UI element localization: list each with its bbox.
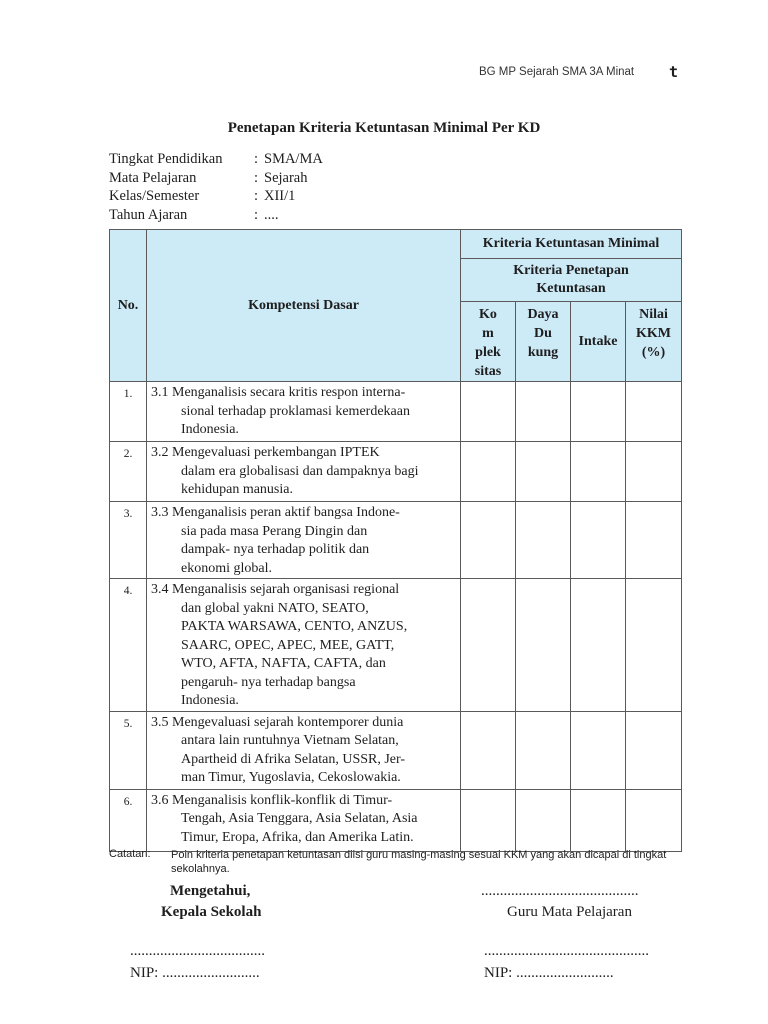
kompleksitas-cell[interactable] [461, 382, 516, 442]
kd-cell [147, 711, 461, 789]
kkm-table [109, 229, 682, 852]
signature-right-place: .......................................... [481, 883, 639, 899]
info-label: Kelas/Semester [109, 188, 200, 204]
signature-right-dots: ............................................ [484, 943, 649, 959]
header-line: (%) [641, 345, 666, 360]
kd-text: 3.6 Menganalisis konflik-konflik di Timur- [151, 792, 393, 808]
row-number: 1. [110, 382, 147, 442]
header-line: Kriteria Penetapan [513, 263, 629, 278]
header-daya-dukung [516, 302, 571, 382]
row-number: 5. [110, 711, 147, 789]
table-row [110, 711, 682, 789]
kd-text: dalam era globalisasi dan dampaknya bagi [181, 463, 419, 479]
info-separator: : [254, 207, 259, 223]
kd-cell [147, 442, 461, 502]
info-separator: : [254, 170, 259, 186]
header-nilai-kkm [626, 302, 682, 382]
signature-right-role: Guru Mata Pelajaran [507, 904, 632, 920]
kd-text: 3.2 Mengevaluasi perkembangan IPTEK [151, 445, 380, 460]
header-line: plek [475, 345, 501, 360]
kd-text: 3.5 Mengevaluasi sejarah kontemporer dunia [151, 714, 404, 730]
row-number: 3. [110, 502, 147, 579]
header-line: kung [527, 345, 559, 360]
daya-dukung-cell[interactable] [516, 502, 571, 579]
table-row [110, 579, 682, 712]
info-value: .... [264, 207, 279, 223]
header-kkm: Kriteria Ketuntasan Minimal [461, 230, 682, 259]
info-separator: : [254, 151, 259, 167]
header-no: No. [110, 230, 147, 382]
table-row [110, 789, 682, 851]
signature-right-nip: NIP: .......................... [484, 965, 614, 981]
header-intake: Intake [571, 302, 626, 382]
kompleksitas-cell[interactable] [461, 579, 516, 712]
kd-cell [147, 789, 461, 851]
header-line: Du [534, 326, 552, 341]
signature-left-role: Kepala Sekolah [161, 904, 262, 920]
info-label: Tingkat Pendidikan [109, 151, 223, 167]
kd-text: Apartheid di Afrika Selatan, USSR, Jer- [181, 751, 406, 767]
info-value: XII/1 [264, 188, 296, 204]
nilai-kkm-cell[interactable] [626, 382, 682, 442]
kd-text: sional terhadap proklamasi kemerdekaan [181, 403, 410, 419]
nilai-kkm-cell[interactable] [626, 502, 682, 579]
info-row-tingkat [109, 150, 323, 169]
kd-text: 3.3 Menganalisis peran aktif bangsa Indone- [151, 505, 400, 520]
row-number: 2. [110, 442, 147, 502]
intake-cell[interactable] [571, 502, 626, 579]
daya-dukung-cell[interactable] [516, 789, 571, 851]
nilai-kkm-cell[interactable] [626, 789, 682, 851]
kd-text: SAARC, OPEC, APEC, MEE, GATT, [181, 637, 395, 653]
intake-cell[interactable] [571, 711, 626, 789]
daya-dukung-cell[interactable] [516, 382, 571, 442]
table-row [110, 442, 682, 502]
header-line: Ko [479, 307, 497, 322]
kd-text: 3.1 Menganalisis secara kritis respon interna- [151, 385, 406, 400]
kd-text: Tengah, Asia Tenggara, Asia Selatan, Asia [181, 811, 418, 826]
intake-cell[interactable] [571, 442, 626, 502]
kd-text: 3.4 Menganalisis sejarah organisasi regional [151, 582, 400, 597]
kd-text: Indonesia. [181, 422, 239, 437]
header-line: sitas [474, 364, 502, 379]
header-mark: t [669, 63, 679, 81]
info-label: Mata Pelajaran [109, 170, 197, 186]
info-label: Tahun Ajaran [109, 207, 188, 223]
info-value: Sejarah [264, 170, 308, 186]
signature-left-dots: .................................... [130, 943, 265, 959]
kd-text: dan global yakni NATO, SEATO, [181, 600, 369, 616]
nilai-kkm-cell[interactable] [626, 442, 682, 502]
info-separator: : [254, 188, 259, 204]
nilai-kkm-cell[interactable] [626, 579, 682, 712]
kd-text: Indonesia. [181, 693, 239, 708]
header-line: Daya [527, 307, 559, 322]
header-line: m [482, 326, 494, 341]
kd-text: WTO, AFTA, NAFTA, CAFTA, dan [181, 656, 386, 671]
header-line: Ketuntasan [536, 281, 606, 296]
kompleksitas-cell[interactable] [461, 789, 516, 851]
header-kriteria-penetapan [461, 259, 682, 302]
daya-dukung-cell[interactable] [516, 579, 571, 712]
kd-cell [147, 579, 461, 712]
note-text: Poin kriteria penetapan ketuntasan diisi guru masing-masing sesuai KKM yang akan dicapai di tingkat sekolahnya. [171, 849, 667, 875]
header-line: Nilai [639, 307, 668, 322]
info-row-kelas [109, 187, 295, 206]
header-code: BG MP Sejarah SMA 3A Minat [479, 66, 635, 78]
intake-cell[interactable] [571, 579, 626, 712]
signature-left-title: Mengetahui, [170, 883, 251, 899]
signature-left-nip: NIP: .......................... [130, 965, 260, 981]
kd-text: Timur, Eropa, Afrika, dan Amerika Latin. [181, 829, 414, 845]
info-value: SMA/MA [264, 151, 323, 167]
kd-text: sia pada masa Perang Dingin dan [181, 523, 368, 539]
intake-cell[interactable] [571, 789, 626, 851]
kd-text: man Timur, Yugoslavia, Cekoslowakia. [181, 770, 401, 785]
note-label: Catatan: [109, 848, 151, 860]
header-line: KKM [636, 326, 672, 341]
daya-dukung-cell[interactable] [516, 442, 571, 502]
header-kompetensi-dasar: Kompetensi Dasar [147, 230, 461, 382]
info-row-tahun [109, 206, 279, 225]
intake-cell[interactable] [571, 382, 626, 442]
kd-text: antara lain runtuhnya Vietnam Selatan, [181, 733, 399, 748]
kd-text: dampak- nya terhadap politik dan [181, 542, 370, 557]
row-number: 4. [110, 579, 147, 712]
kd-text: pengaruh- nya terhadap bangsa [181, 674, 356, 690]
header-kompleksitas [461, 302, 516, 382]
kd-text: PAKTA WARSAWA, CENTO, ANZUS, [181, 619, 408, 634]
daya-dukung-cell[interactable] [516, 711, 571, 789]
table-row [110, 382, 682, 442]
kompleksitas-cell[interactable] [461, 711, 516, 789]
table-row [110, 502, 682, 579]
document-title: Penetapan Kriteria Ketuntasan Minimal Per KD [227, 120, 541, 136]
nilai-kkm-cell[interactable] [626, 711, 682, 789]
kd-cell [147, 382, 461, 442]
kd-text: ekonomi global. [181, 560, 272, 576]
kd-cell [147, 502, 461, 579]
kd-text: kehidupan manusia. [181, 482, 293, 497]
row-number: 6. [110, 789, 147, 851]
info-row-mapel [109, 169, 307, 188]
kompleksitas-cell[interactable] [461, 442, 516, 502]
kompleksitas-cell[interactable] [461, 502, 516, 579]
